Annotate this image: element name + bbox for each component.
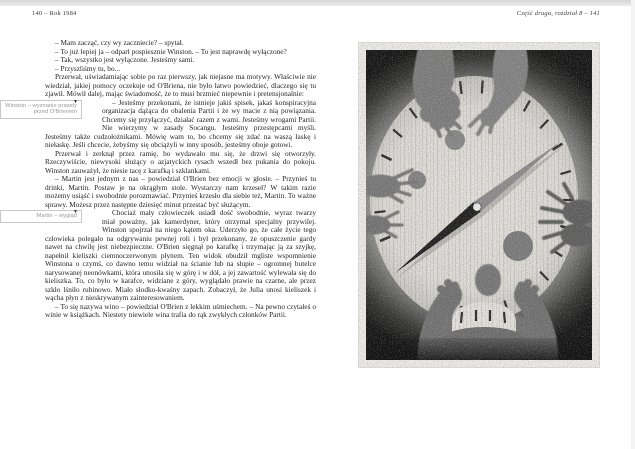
margin-note-martin xyxy=(0,210,102,228)
body-text-column xyxy=(5,38,316,320)
paragraph: – Martin jest jednym z nas – powiedział O'Brien bez emocji w głosie. – Przynieś tu drinki, Martin. Postaw je na okrągłym stole. Wystarczy nam krzeseł? W takim razie możemy usiąść i swobodnie porozmawiać. Przynieś krzesło dla siebie też, Martin. To ważne sprawy. Możesz przez następne dziesięć minut przestać być służącym. xyxy=(45,174,316,209)
scan-top-edge xyxy=(0,0,635,6)
running-header-right: Część druga, rozdział 8 – 141 xyxy=(516,10,600,17)
margin-note-box xyxy=(0,210,82,223)
margin-note-label: Martin – wygląd xyxy=(36,213,77,219)
margin-note-label: Winston – wyznanie prawdy przed O'Brienem xyxy=(5,102,77,116)
note-marker-icon: ▼ xyxy=(73,209,78,215)
paragraph-text: Chociaż mały człowieczek usiadł dość swobodnie, wyraz twarzy miał poważny, jak kamerdyner, który otrzymał specjalny przywilej. Winston spojrzał na niego kątem oka. Uderzyło go, że całe życie tego człowieka polegało na odgrywaniu pewnej roli i był przekonany, że opuszczenie gardy nawet na chwilę jest niebezpieczne. O'Brien sięgnął po karafkę i trzymając ją za szyjkę, napełnił kieliszki ciemnoczerwonym płynem. Ten widok obudził mgliste wspomnienie Winstona o czymś, co dawno temu widział na ścianie lub na słupie – ogromnej butelce narysowanej neonówkami, która unosiła się w górę i w dół, a jej zawartość wylewała się do kieliszka. To, co było w karafce, widziane z góry, wyglądało prawie na czarne, ale przez szkło lśniło rubinowo. Miało słodko-kwaśny zapach. Zobaczył, że Julia unosi kieliszek i wącha płyn z nieskrywanym zainteresowaniem. xyxy=(45,208,316,302)
clock-illustration xyxy=(358,42,600,368)
margin-note-box xyxy=(0,100,82,119)
paragraph-with-margin-note xyxy=(36,208,316,303)
paragraph: – To się nazywa wino – powiedział O'Brien z lekkim uśmiechem. – Na pewno czytałeś o winie w książkach. Niestety niewiele wina trafia do rąk zwykłych członków Partii. xyxy=(45,301,316,319)
paragraph-with-margin-note xyxy=(5,97,316,150)
margin-note-winston xyxy=(0,100,102,127)
note-marker-icon: ▼ xyxy=(73,98,78,105)
paragraph: – Tak, wszystko jest wyłączone. Jesteśmy sami. xyxy=(55,55,195,64)
paragraph: Przerwał, uświadamiając sobie po raz pierwszy, jak niejasne ma motywy. Właściwie nie wiedział, jakiej pomocy oczekuje od O'Briena, nie było łatwo powiedzieć, dlaczego się tu zjawił. Mówił dalej, mając świadomość, że to musi brzmieć niepewnie i pretensjonalnie: xyxy=(45,72,316,98)
running-header-left: 140 – Rok 1984 xyxy=(32,10,77,17)
paragraph-text: – Jesteśmy przekonani, że istnieje jakiś spisek, jakaś konspiracyjna organizacja dążąca do obalenia Partii i że wy macie z nią powiązania. Chcemy się przyłączyć, działać razem z wami. Jesteśmy wrogami Partii. Nie wierzymy w zasady Socangu. Jesteśmy przestępcami myśli. Jesteśmy także cudzołożnikami. Mówię wam to, bo chcemy się zdać na waszą łaskę i niełaskę. Jeśli chcecie, żebyśmy się obciążyli w inny sposób, jesteśmy oboje gotowi. xyxy=(45,97,316,149)
paragraph: – To już lepiej ja – odparł pospiesznie Winston. – To jest naprawdę wyłączone? xyxy=(55,46,287,56)
clock-illustration-svg xyxy=(358,42,600,368)
paragraph: Przerwał i zerknął przez ramię, bo wydawało mu się, że drzwi się otworzyły. Rzeczywiście, niewysoki służący o azjatyckich rysach wszedł bez pukania do pokoju. Winston zauważył, że niesie tacę z karafką i szklankami. xyxy=(45,148,316,175)
grain-overlay xyxy=(358,42,600,368)
paragraph: – Mam zacząć, czy wy zaczniecie? – spytał. xyxy=(55,38,184,47)
paragraph: – Przyszliśmy tu, bo... xyxy=(55,63,121,73)
scan-right-edge xyxy=(631,0,635,449)
